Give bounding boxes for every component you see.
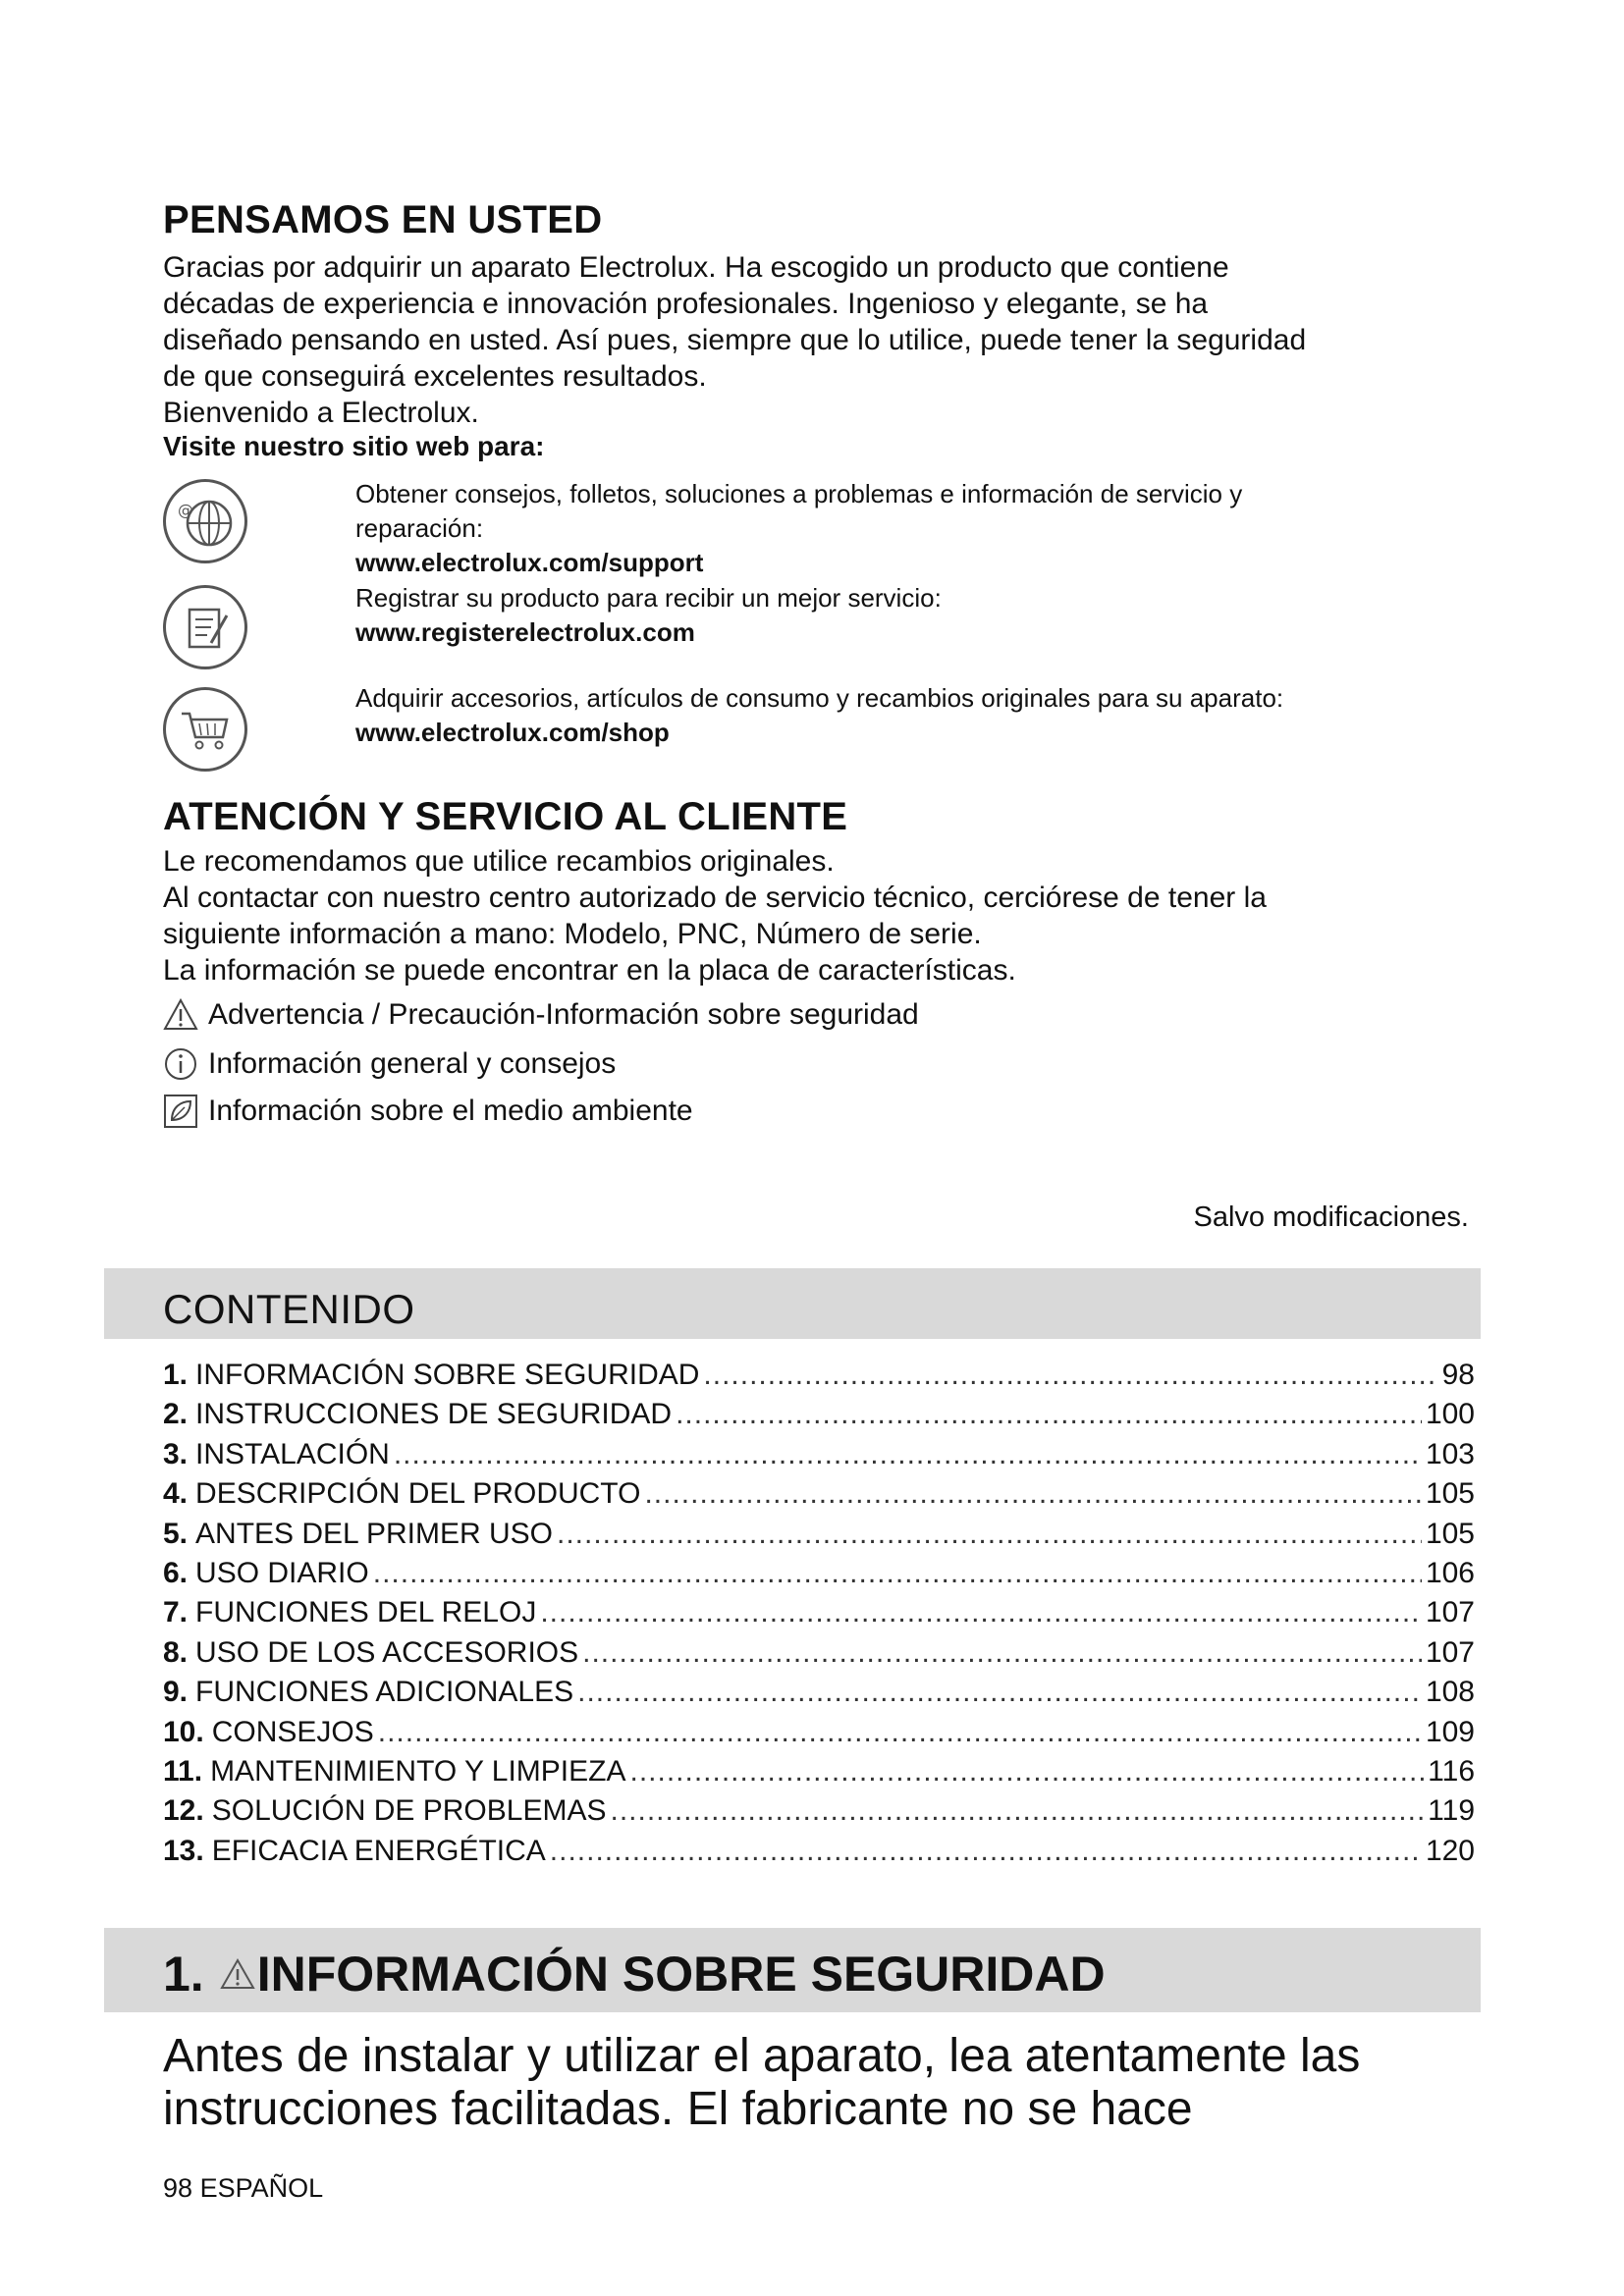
toc-item[interactable]: 13. EFICACIA ENERGÉTICA ..... 120 (163, 1835, 1475, 1874)
legend-info: Información general y consejos (163, 1046, 616, 1082)
toc-item[interactable]: 12. SOLUCIÓN DE PROBLEMAS ..... 119 (163, 1794, 1475, 1834)
footer-language: ESPAÑOL (199, 2173, 324, 2203)
cart-icon (163, 687, 247, 772)
intro-line: de que conseguirá excelentes resultados. (163, 360, 707, 393)
globe-icon (163, 479, 247, 563)
warning-icon (220, 1957, 255, 1991)
toc-item[interactable]: 1. INFORMACIÓN SOBRE SEGURIDAD ..... 98 (163, 1359, 1475, 1398)
toc-item[interactable]: 4. DESCRIPCIÓN DEL PRODUCTO ..... 105 (163, 1477, 1475, 1517)
toc-item[interactable]: 5. ANTES DEL PRIMER USO ..... 105 (163, 1518, 1475, 1557)
intro-line: Gracias por adquirir un aparato Electrolux. Ha escogido un producto que contiene (163, 251, 1229, 284)
toc-item[interactable]: 2. INSTRUCCIONES DE SEGURIDAD ..... 100 (163, 1398, 1475, 1437)
toc-item[interactable]: 3. INSTALACIÓN ..... 103 (163, 1438, 1475, 1477)
warning-icon (163, 997, 198, 1033)
info-icon (163, 1046, 198, 1082)
register-icon (163, 585, 247, 669)
toc-item[interactable]: 7. FUNCIONES DEL RELOJ ..... 107 (163, 1596, 1475, 1635)
intro-paragraph (163, 249, 1479, 431)
welcome-line: Bienvenido a Electrolux. (163, 397, 479, 429)
intro-line: diseñado pensando en usted. Así pues, siempre que lo utilice, puede tener la seguridad (163, 324, 1307, 356)
page-number: 98 (163, 2173, 193, 2203)
register-link[interactable]: www.registerelectrolux.com (355, 617, 695, 647)
toc-item[interactable]: 11. MANTENIMIENTO Y LIMPIEZA ..... 116 (163, 1755, 1475, 1794)
page-footer (163, 2173, 323, 2204)
contents-title: CONTENIDO (163, 1286, 415, 1332)
section1-intro: Antes de instalar y utilizar el aparato, lea atentamente las instrucciones facilitadas. El fabricante no se hace (163, 2030, 1361, 2135)
section1-title: 1. INFORMACIÓN SOBRE SEGURIDAD (163, 1947, 1106, 2002)
section-title-atencion: ATENCIÓN Y SERVICIO AL CLIENTE (163, 795, 848, 838)
section-title-pensamos: PENSAMOS EN USTED (163, 198, 603, 241)
toc-item[interactable]: 10. CONSEJOS ..... 109 (163, 1716, 1475, 1755)
intro-line: décadas de experiencia e innovación profesionales. Ingenioso y elegante, se ha (163, 288, 1209, 320)
legend-warning: Advertencia / Precaución-Información sobre seguridad (163, 997, 919, 1033)
visit-label: Visite nuestro sitio web para: (163, 431, 545, 461)
website-item-support: Obtener consejos, folletos, soluciones a problemas e información de servicio y reparación: www.electrolux.com/support (355, 477, 1242, 580)
support-link[interactable]: www.electrolux.com/support (355, 548, 704, 577)
toc-item[interactable]: 8. USO DE LOS ACCESORIOS ..... 107 (163, 1636, 1475, 1676)
salvo-modificaciones: Salvo modificaciones. (1193, 1201, 1469, 1233)
toc-item[interactable]: 9. FUNCIONES ADICIONALES ..... 108 (163, 1676, 1475, 1715)
leaf-icon (163, 1094, 198, 1129)
legend-environment: Información sobre el medio ambiente (163, 1094, 693, 1129)
svg-text:@: @ (178, 501, 193, 519)
table-of-contents (163, 1359, 1475, 1874)
customer-paragraph: Le recomendamos que utilice recambios originales. Al contactar con nuestro centro autorizado de servicio técnico, cerciórese de tener la siguiente información a mano: Modelo, PNC, Número de serie. La información se puede encontrar en la placa de características. (163, 845, 1267, 987)
website-item-register: Registrar su producto para recibir un mejor servicio: www.registerelectrolux.com (355, 581, 942, 650)
toc-item[interactable]: 6. USO DIARIO ..... 106 (163, 1557, 1475, 1596)
website-item-shop: Adquirir accesorios, artículos de consumo y recambios originales para su aparato: www.electrolux.com/shop (355, 681, 1283, 750)
shop-link[interactable]: www.electrolux.com/shop (355, 718, 670, 747)
